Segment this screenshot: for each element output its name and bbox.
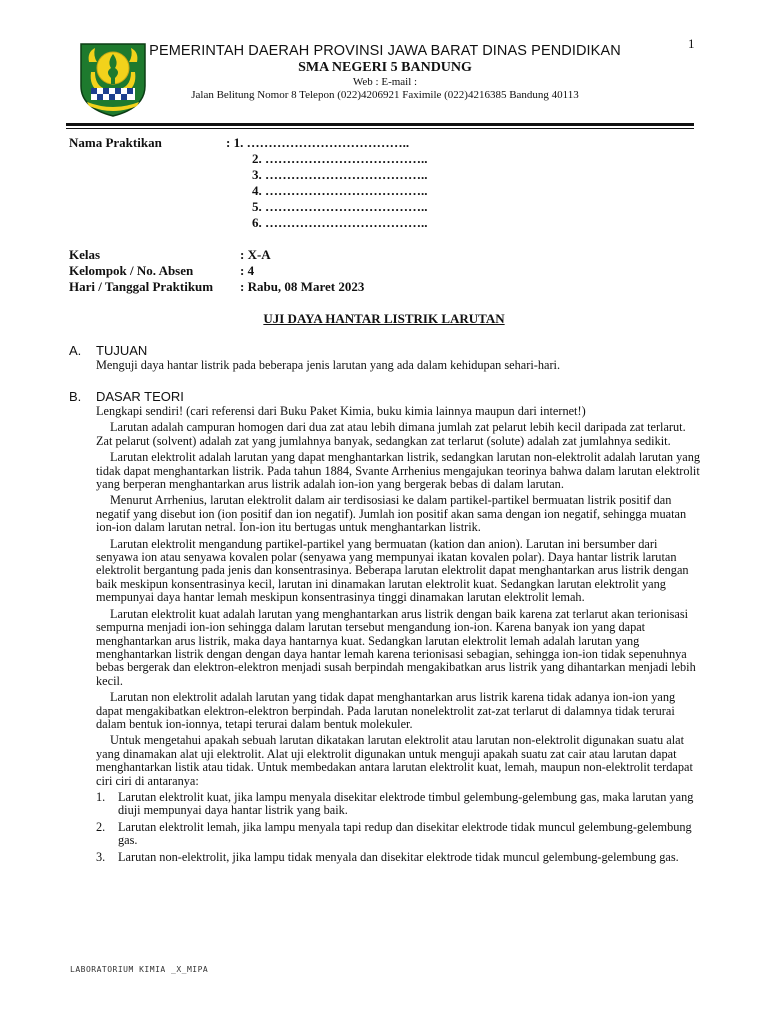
- letterhead-divider-thick: [66, 123, 694, 126]
- name-line-2: 2. ………………………………..: [252, 151, 428, 166]
- web-email-line: Web : E-mail :: [352, 76, 418, 88]
- document-title: UJI DAYA HANTAR LISTRIK LARUTAN: [263, 311, 505, 326]
- section-b-title: DASAR TEORI: [96, 389, 184, 404]
- praktikan-name-list: [226, 135, 428, 231]
- name-line-1: : 1. ………………………………..: [226, 135, 410, 150]
- page-footer: LABORATORIUM KIMIA _X_MIPA: [70, 965, 209, 974]
- section-a-letter: A.: [69, 343, 82, 358]
- paragraph: Larutan adalah campuran homogen dari dua zat atau lebih dimana jumlah zat pelarut lebih kecil daripada zat terlarut. Zat pelarut (solvent) adalah zat yang jumlahnya banyak, sedangkan zat terlarut (solute) adalah zat jumlahnya sedikit.: [96, 420, 686, 448]
- section-b-letter: B.: [69, 389, 82, 404]
- list-number: 3.: [96, 849, 106, 864]
- page-number: 1: [688, 36, 695, 51]
- list-item: [96, 851, 702, 864]
- paragraph: Menurut Arrhenius, larutan elektrolit dalam air terdisosiasi ke dalam partikel-partikel bermuatan listrik positif dan negatif yang disebut ion (ion positif dan ion negatif). Jumlah ion positif akan sama dengan ion negatif, sehingga muatan ion-ion dalam larutan netral. Ion-ion itu bertugas untuk menghantarkan listrik.: [96, 493, 687, 535]
- paragraph: Larutan non elektrolit adalah larutan yang tidak dapat menghantarkan arus listrik karena tidak adanya ion-ion yang dapat mengakibatkan elektron-elektron berpindah. Pada larutan nonelektrolit zat-zat terlarut di dalamnya tidak terurai dalam bentuk ion-ionnya, tetapi terurai dalam bentuk molekuler.: [96, 690, 676, 731]
- name-line-3: 3. ………………………………..: [252, 167, 428, 182]
- list-item: [96, 791, 702, 818]
- paragraph: Larutan elektrolit mengandung partikel-partikel yang bermuatan (kation dan anion). Larutan ini bersumber dari senyawa ion atau senyawa kovalen polar (senyawa yang mempunyai ikatan kovalen polar). Daya hantar listrik larutan elektrolit bergantung pada jenis dan konsentrasinya. Beberapa larutan elektrolit dapat menghantarkan arus listrik dengan baik meskipun konsentrasinya kecil, larutan ini dinamakan larutan elektrolit kuat. Sedangkan larutan elektrolit yang mempunyai daya hantar lemah meskipun konsentrasinya tinggi dinamakan larutan elektrolit lemah.: [96, 536, 689, 605]
- kelas-label: Kelas: [69, 247, 101, 262]
- section-a-title: TUJUAN: [96, 343, 148, 358]
- paragraph: Larutan elektrolit adalah larutan yang dapat menghantarkan listrik, sedangkan larutan non-elektrolit adalah larutan yang tidak dapat menghantarkan listrik. Pada tahun 1884, Svante Arrhenius mengajukan teorinya bahwa dalam larutan elektrolit yang berperan menghantarkan arus listrik adalah ion-ion yang bergerak bebas di dalam larutan.: [96, 450, 701, 492]
- hari-tanggal-label: Hari / Tanggal Praktikum: [69, 279, 214, 294]
- section-b-body: [96, 405, 702, 867]
- government-name: PEMERINTAH DAERAH PROVINSI JAWA BARAT DINAS PENDIDIKAN: [149, 43, 621, 59]
- name-line-5: 5. ………………………………..: [252, 199, 428, 214]
- section-b-heading: [69, 389, 184, 404]
- criteria-list: [96, 791, 702, 864]
- section-a-heading: [69, 343, 147, 358]
- list-number: 1.: [96, 789, 106, 804]
- list-text: Larutan elektrolit lemah, jika lampu menyala tapi redup dan disekitar elektrode tidak muncul gelembung-gelembung gas.: [118, 819, 692, 848]
- kelompok-label: Kelompok / No. Absen: [69, 263, 194, 278]
- section-a-text: Menguji daya hantar listrik pada beberapa jenis larutan yang ada dalam kehidupan sehari-hari.: [96, 358, 561, 372]
- paragraph: Larutan elektrolit kuat adalah larutan yang menghantarkan arus listrik dengan baik karena zat terlarut akan terionisasi sempurna menjadi ion-ion sehingga dalam larutan tersebut mengandung ion-ion. Karena banyak ion yang dapat menghantarkan arus listrik, maka daya hantarnya kuat. Sedangkan larutan elektrolit lemah adalah larutan yang menghantarkan listrik dengan dengan daya hantar lemah karena terionisasi sebagian, sehingga ion-ion tidak sepenuhnya bebas bergerak dan elektron-elektron menjadi susah berpindah mengakibatkan arus listrik yang dihantarkan menjadi lebih kecil.: [96, 606, 696, 688]
- west-java-emblem-logo: [77, 42, 149, 118]
- paragraph: Untuk mengetahui apakah sebuah larutan dikatakan larutan elektrolit atau larutan non-elektrolit digunakan suatu alat yang dinamakan alat uji elektrolit. Alat uji elektrolit digunakan untuk menguji apakah suatu zat cair atau larutan dapat menghantarkan listik atau tidak. Untuk membedakan antara larutan elektrolit kuat, lemah, maupun non-elektrolit terdapat ciri ciri di antaranya:: [96, 733, 693, 788]
- kelas-value: : X-A: [240, 247, 271, 262]
- hari-tanggal-value: : Rabu, 08 Maret 2023: [240, 279, 365, 294]
- list-text: Larutan elektrolit kuat, jika lampu menyala disekitar elektrode timbul gelembung-gelembung gas, maka larutan yang diuji mempunyai daya hantar listrik yang baik.: [118, 789, 694, 818]
- section-b-intro: Lengkapi sendiri! (cari referensi dari Buku Paket Kimia, buku kimia lainnya maupun dari internet!): [96, 404, 586, 418]
- name-line-4: 4. ………………………………..: [252, 183, 428, 198]
- school-name: SMA NEGERI 5 BANDUNG: [298, 60, 472, 75]
- address-line: Jalan Belitung Nomor 8 Telepon (022)4206921 Faximile (022)4216385 Bandung 40113: [191, 89, 579, 101]
- list-text: Larutan non-elektrolit, jika lampu tidak menyala dan disekitar elektrode tidak muncul gelembung-gelembung gas.: [118, 849, 679, 864]
- name-line-6: 6. ………………………………..: [252, 215, 428, 230]
- nama-praktikan-label: Nama Praktikan: [69, 135, 162, 150]
- letterhead-divider-thin: [66, 128, 694, 129]
- letterhead: [140, 42, 630, 102]
- kelompok-value: : 4: [240, 263, 255, 278]
- list-number: 2.: [96, 819, 106, 834]
- list-item: [96, 821, 702, 848]
